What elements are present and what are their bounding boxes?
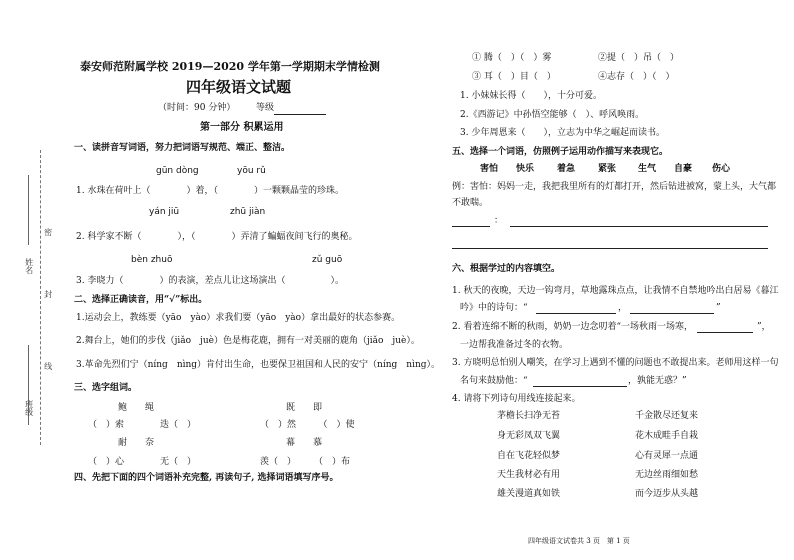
q4-sentence-3: 3. 少年周恩来（ ），立志为中华之崛起而读书。 (460, 128, 665, 138)
idiom-blank: ②提（ ）吊（ ） (598, 53, 680, 63)
answer-word-line[interactable] (452, 226, 490, 227)
example-line-2: 不敢喘。 (452, 198, 489, 208)
idiom-blank: ① 腾（ ）（ ）雾 (472, 53, 552, 63)
punct: ， (618, 303, 628, 313)
binding-seal-mark: 封 (43, 290, 53, 298)
char-pair: 耐 奈 (118, 438, 155, 448)
word-blanks: 羡（ ） （ ）布 (260, 457, 351, 467)
poem-right: 而今迈步从头越 (635, 489, 699, 499)
poem-right: 无边丝雨细如愁 (635, 470, 699, 480)
word-blanks: （ ）索 迭（ ） (88, 420, 197, 430)
poem-left: 自在飞花轻似梦 (497, 451, 561, 461)
poem-blank[interactable] (697, 332, 753, 333)
emotion-word: 自豪 (674, 164, 693, 174)
q2-sentence-1: 1.运动会上，教练要（yāo yào）求我们要（yāo yào）拿出最好的状态参赛。 (76, 313, 401, 323)
q6-item-2-cont: 一边帮我准备过冬的衣物。 (460, 340, 569, 350)
poem-left: 雄关漫道真如铁 (497, 489, 561, 499)
page-title: 四年级语文试题 (186, 78, 292, 96)
grade-label: 等级 (256, 103, 275, 113)
pinyin: zhū jiàn (230, 207, 266, 217)
q6-item-1-cont: 吟》中的诗句：“ (460, 303, 528, 313)
emotion-word: 着急 (557, 164, 576, 174)
poem-left: 身无彩凤双飞翼 (497, 431, 561, 441)
part-one-heading: 第一部分 积累运用 (200, 122, 284, 133)
binding-cut-mark: 密 (43, 228, 53, 236)
binding-line-mark: 线 (43, 362, 53, 370)
poem-left: 天生我材必有用 (497, 470, 561, 480)
poem-right: 千金散尽还复来 (635, 411, 699, 421)
emotion-word: 伤心 (712, 164, 731, 174)
q5-title: 五、选择一个词语，仿照例子运用动作描写来表现它。 (452, 147, 669, 157)
q1-sentence-3: 3. 李晓力（ ）的表演，差点儿让这场演出（ ）。 (76, 276, 344, 286)
q4-sentence-2: 2.《西游记》中孙悟空能够（ ）、呼风唤雨。 (460, 110, 645, 120)
grade-blank[interactable] (274, 114, 326, 115)
emotion-word: 生气 (638, 164, 657, 174)
emotion-word: 快乐 (516, 164, 535, 174)
pinyin: bèn zhuō (131, 255, 173, 265)
word-blanks: （ ）心 无（ ） (88, 457, 197, 467)
poem-right: 心有灵犀一点通 (635, 451, 699, 461)
q4-title: 四、先把下面的四个词语补充完整, 再读句子, 选择词语填写序号。 (74, 473, 339, 483)
example-line-1: 例：害怕：妈妈一走，我把我里所有的灯都打开，然后钻进被窝，蒙上头，大气都 (452, 182, 777, 192)
quote-end: ，孰能无惑？” (628, 376, 687, 386)
exam-time: （时间：90 分钟） (158, 103, 236, 113)
page-footer: 四年级语文试卷共 3 页 第 1 页 (528, 537, 630, 545)
q1-title: 一、读拼音写词语，努力把词语写规范、端正、整洁。 (74, 143, 291, 153)
idiom-blank: ③ 耳（ ）目（ ） (472, 72, 556, 82)
pinyin: zǔ guō (312, 255, 343, 265)
colon: ： (494, 216, 504, 226)
poem-blank[interactable] (536, 313, 616, 314)
q6-item-2: 2. 看着连绵不断的秋雨，奶奶一边念叨着“一场秋雨一场寒， (452, 322, 694, 332)
pinyin: gūn dòng (156, 166, 199, 176)
pinyin: yán jiū (149, 207, 180, 217)
school-title: 泰安师范附属学校 2019—2020 学年第一学期期末学情检测 (80, 60, 380, 73)
idiom-blank: ④志存（ ）（ ） (598, 72, 675, 82)
binding-name-label: 姓名 (24, 258, 34, 274)
q2-sentence-2: 2.舞台上，她们的步伐（jiǎo juè）色是梅花鹿，拥有一对美丽的鹿角（jiǎo juè）。 (76, 336, 420, 346)
q6-item-4: 4. 请将下列诗句用线连接起来。 (452, 394, 581, 404)
emotion-word: 紧张 (598, 164, 617, 174)
poem-left: 茅檐长扫净无苔 (497, 411, 561, 421)
char-pair: 鲍 绳 (118, 403, 155, 413)
binding-dashed-line (40, 150, 42, 445)
char-pair: 既 即 (286, 403, 323, 413)
pinyin: yōu rǔ (237, 166, 266, 176)
q6-item-1: 1. 秋天的夜晚，天边一钩弯月，草地露珠点点，让我情不自禁地吟出白居易《暮江 (452, 286, 779, 296)
quote-blank[interactable] (533, 386, 627, 387)
q4-sentence-1: 1. 小妹妹长得（ ），十分可爱。 (460, 91, 602, 101)
answer-line[interactable] (452, 248, 768, 249)
q3-title: 三、选字组词。 (74, 383, 138, 393)
word-blanks: （ ）然 （ ）使 (260, 420, 355, 430)
q2-sentence-3: 3.革命先烈们宁（níng nìng）肯付出生命，也要保卫祖国和人民的安宁（níng nìng）。 (76, 360, 441, 370)
q2-title: 二、选择正确读音，用“√”标出。 (74, 295, 208, 305)
punct: ” (716, 303, 721, 313)
binding-name-underline (28, 175, 29, 245)
q1-sentence-1: 1. 水珠在荷叶上（ ）着，（ ）一颗颗晶莹的珍珠。 (76, 186, 344, 196)
answer-line[interactable] (510, 226, 768, 227)
q1-sentence-2: 2. 科学家不断（ ），（ ）弄清了蝙蝠夜间飞行的奥秘。 (76, 232, 358, 242)
q6-item-3-cont: 名句来鼓励他：“ (460, 376, 528, 386)
punct: ”， (757, 322, 771, 332)
q6-title: 六、根据学过的内容填空。 (452, 264, 561, 274)
q6-item-3: 3. 方晓明总怕别人嘲笑，在学习上遇到不懂的问题也不敢提出来。老师用这样一句 (452, 358, 779, 368)
poem-blank[interactable] (630, 313, 714, 314)
char-pair: 幕 慕 (286, 438, 323, 448)
emotion-word: 害怕 (480, 164, 499, 174)
poem-right: 花木成畦手自栽 (635, 431, 699, 441)
binding-class-label: 班级 (24, 400, 34, 416)
